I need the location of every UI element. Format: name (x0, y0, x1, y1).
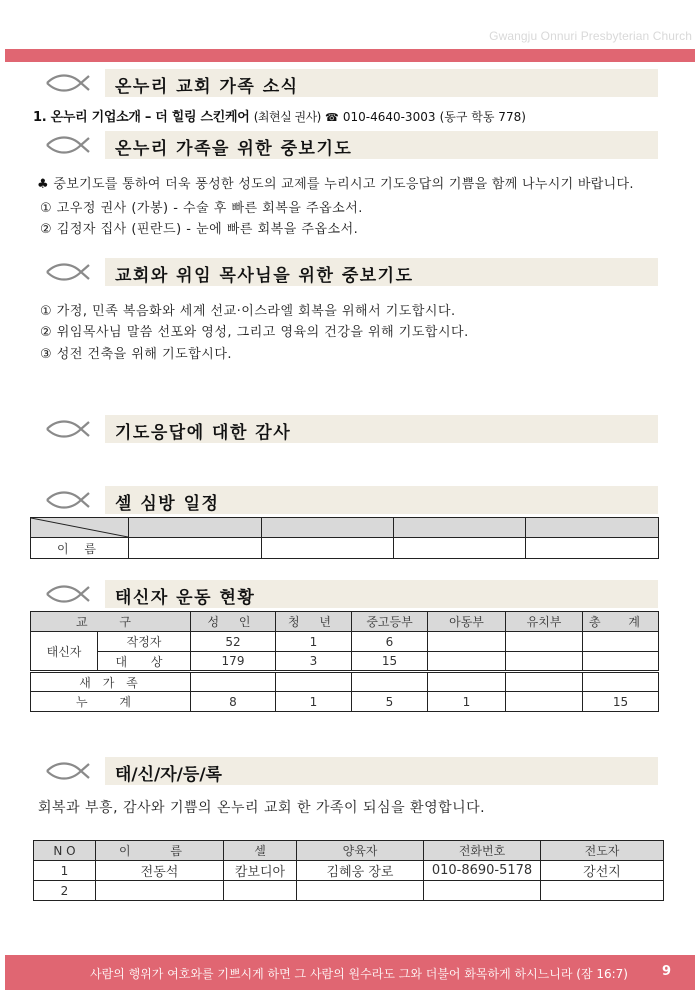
cell-value (583, 672, 659, 692)
diagonal-header-cell (31, 518, 129, 538)
cell-visit-table (30, 517, 659, 559)
cell-value: 1 (428, 692, 506, 712)
group-label: 태신자 (31, 632, 98, 672)
table-row (31, 692, 659, 712)
cell-value: 1 (276, 632, 352, 652)
row-label: 대 상 (98, 652, 191, 672)
fish-icon (45, 762, 91, 780)
top-accent-bar (5, 49, 695, 62)
fish-icon (45, 263, 91, 281)
fish-icon (45, 420, 91, 438)
cell-value: 1 (276, 692, 352, 712)
col-header-phone: 전화번호 (424, 841, 541, 861)
row-label-name: 이 름 (31, 538, 129, 559)
cell-cell (224, 881, 297, 901)
section-header-registration (105, 757, 658, 785)
section-title: 태/신/자/등/록 (115, 765, 222, 785)
section-header-family-news (105, 69, 658, 97)
table-header-row (31, 518, 659, 538)
table-row (31, 672, 659, 692)
visit-name-cell (526, 538, 659, 559)
col-header-youth: 청 년 (276, 612, 352, 632)
cell-value (428, 632, 506, 652)
section-title: 온누리 가족을 위한 중보기도 (115, 139, 353, 159)
section-title: 온누리 교회 가족 소식 (115, 77, 299, 97)
cell-value (583, 632, 659, 652)
prayer-item: ① 고우정 권사 (가봉) - 수술 후 빠른 회복을 주옵소서. (40, 201, 363, 216)
church-name: Gwangju Onnuri Presbyterian Church (489, 29, 692, 43)
section-title: 기도응답에 대한 감사 (115, 423, 292, 443)
col-header-kindergarten: 유치부 (506, 612, 583, 632)
table-row (34, 861, 664, 881)
table-row (31, 538, 659, 559)
registration-table (33, 840, 664, 901)
col-header-mentor: 양육자 (297, 841, 424, 861)
visit-name-cell (262, 538, 394, 559)
business-intro-line (33, 106, 526, 125)
cell-value (352, 672, 428, 692)
cell-mentor: 김혜웅 장로 (297, 861, 424, 881)
prayer-intro (37, 173, 634, 192)
col-header-adult: 성 인 (191, 612, 276, 632)
cell-no: 1 (34, 861, 96, 881)
visit-name-cell (129, 538, 262, 559)
welcome-text: 회복과 부흥, 감사와 기쁨의 온누리 교회 한 가족이 되심을 환영합니다. (38, 800, 486, 816)
section-title: 태신자 운동 현황 (115, 588, 256, 608)
cell-value (428, 652, 506, 672)
cell-value: 15 (352, 652, 428, 672)
visit-date-cell (394, 518, 526, 538)
cell-name (96, 881, 224, 901)
evangelism-status-table (30, 611, 659, 712)
row-label: 누 계 (31, 692, 191, 712)
section-header-church-prayer (105, 258, 658, 286)
col-header-name: 이 름 (96, 841, 224, 861)
phone-icon: ☎ (324, 111, 339, 124)
table-row (31, 632, 659, 652)
footer-verse: 사람의 행위가 여호와를 기쁘시게 하면 그 사람의 원수라도 그와 더불어 화목하게 하시느니라 (잠 16:7) (90, 967, 628, 981)
cell-value (276, 672, 352, 692)
section-header-evangelism (105, 580, 658, 608)
section-title: 셀 심방 일정 (115, 494, 220, 514)
visit-name-cell (394, 538, 526, 559)
cell-no: 2 (34, 881, 96, 901)
cell-value: 15 (583, 692, 659, 712)
visit-date-cell (129, 518, 262, 538)
cell-value: 3 (276, 652, 352, 672)
cell-evangelist: 강선지 (541, 861, 664, 881)
col-header-cell: 셀 (224, 841, 297, 861)
footer-bar (5, 955, 695, 990)
table-row (31, 652, 659, 672)
cell-value (191, 672, 276, 692)
cell-value: 6 (352, 632, 428, 652)
cell-value: 52 (191, 632, 276, 652)
prayer-item: ② 위임목사님 말씀 선포와 영성, 그리고 영육의 건강을 위해 기도합시다. (40, 325, 469, 340)
cell-value: 8 (191, 692, 276, 712)
section-title: 교회와 위임 목사님을 위한 중보기도 (115, 266, 414, 286)
cell-value: 5 (352, 692, 428, 712)
business-owner: (최현실 권사) (253, 110, 321, 124)
cell-value (583, 652, 659, 672)
section-header-thanks (105, 415, 658, 443)
table-row (34, 881, 664, 901)
cell-phone (424, 881, 541, 901)
visit-date-cell (262, 518, 394, 538)
prayer-intro-text: 중보기도를 통하여 더욱 풍성한 성도의 교제를 누리시고 기도응답의 기쁨을 함께 나누시기 바랍니다. (53, 177, 634, 192)
prayer-item: ② 김정자 집사 (핀란드) - 눈에 빠른 회복을 주옵소서. (40, 222, 359, 237)
col-header-children: 아동부 (428, 612, 506, 632)
cell-evangelist (541, 881, 664, 901)
section-header-family-prayer (105, 131, 658, 159)
business-phone: 010-4640-3003 (342, 110, 436, 124)
cell-value (506, 672, 583, 692)
fish-icon (45, 585, 91, 603)
col-header-no: N O (34, 841, 96, 861)
col-header-district: 교 구 (31, 612, 191, 632)
fish-icon (45, 136, 91, 154)
col-header-total: 총 계 (583, 612, 659, 632)
cell-cell: 캄보디아 (224, 861, 297, 881)
cell-value: 179 (191, 652, 276, 672)
cell-value (506, 632, 583, 652)
prayer-item: ③ 성전 건축을 위해 기도합시다. (40, 347, 233, 362)
visit-date-cell (526, 518, 659, 538)
business-address: (동구 학동 778) (439, 110, 526, 124)
business-intro-prefix: 1. 온누리 기업소개 – 더 힐링 스킨케어 (33, 110, 250, 125)
cell-name: 전동석 (96, 861, 224, 881)
cell-value (506, 652, 583, 672)
club-icon: ♣ (37, 177, 49, 192)
page-number: 9 (662, 964, 672, 979)
cell-value (428, 672, 506, 692)
table-header-row (34, 841, 664, 861)
row-label: 새 가 족 (31, 672, 191, 692)
fish-icon (45, 74, 91, 92)
fish-icon (45, 491, 91, 509)
row-label: 작정자 (98, 632, 191, 652)
cell-phone: 010-8690-5178 (424, 861, 541, 881)
table-header-row (31, 612, 659, 632)
cell-mentor (297, 881, 424, 901)
prayer-item: ① 가정, 민족 복음화와 세계 선교·이스라엘 회복을 위해서 기도합시다. (40, 304, 456, 319)
cell-value (506, 692, 583, 712)
section-header-cell-visit (105, 486, 658, 514)
col-header-secondary: 중고등부 (352, 612, 428, 632)
col-header-evangelist: 전도자 (541, 841, 664, 861)
